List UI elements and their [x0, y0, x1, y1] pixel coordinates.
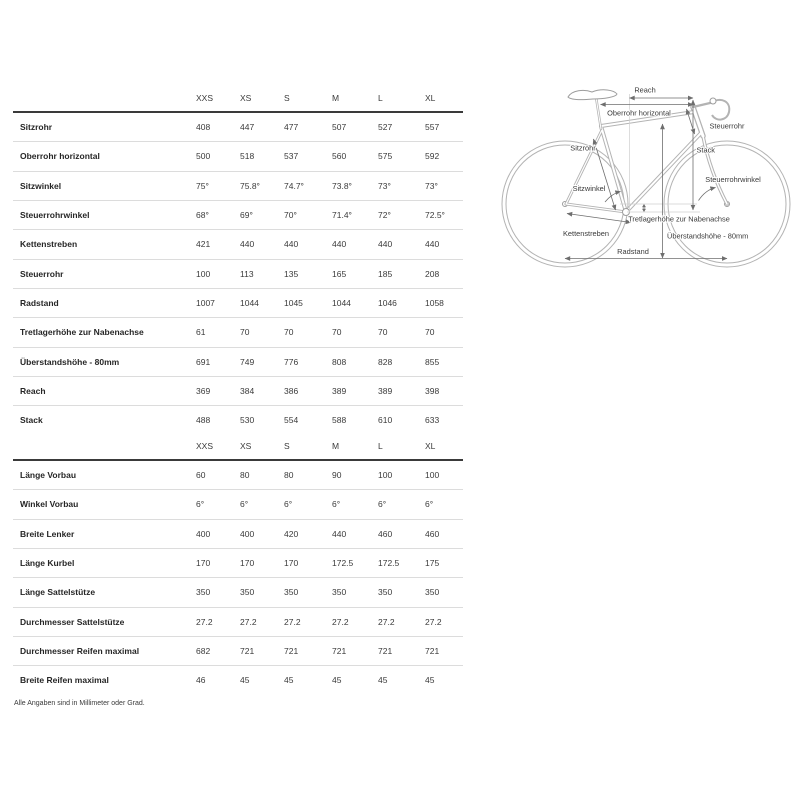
value-cell: 855 [425, 347, 463, 376]
size-header: M [332, 86, 378, 112]
row-label: Durchmesser Sattelstütze [13, 607, 196, 636]
size-header: XL [425, 434, 463, 460]
seattube-label: Sitzrohr [570, 143, 596, 153]
row-label: Länge Kurbel [13, 548, 196, 577]
row-label: Länge Sattelstütze [13, 578, 196, 607]
value-cell: 420 [284, 519, 332, 548]
value-cell: 721 [332, 636, 378, 665]
size-header: XXS [196, 434, 240, 460]
value-cell: 45 [284, 666, 332, 695]
row-label: Durchmesser Reifen maximal [13, 636, 196, 665]
head-angle-label: Steuerrohrwinkel [705, 175, 761, 184]
value-cell: 72° [378, 200, 425, 229]
value-cell: 682 [196, 636, 240, 665]
value-cell: 100 [425, 469, 440, 480]
row-label: Länge Vorbau [20, 469, 77, 480]
value-cell: 1044 [332, 288, 378, 317]
value-cell: 75° [196, 171, 240, 200]
value-cell: 398 [425, 376, 463, 405]
value-cell: 557 [425, 121, 440, 132]
value-cell: 27.2 [332, 607, 378, 636]
value-cell: 46 [196, 666, 240, 695]
value-cell: 80 [240, 469, 250, 480]
value-cell: 70° [284, 200, 332, 229]
stack-label: Stack [696, 145, 715, 155]
value-cell: 73° [378, 171, 425, 200]
value-cell: 554 [284, 406, 332, 435]
value-cell: 27.2 [378, 607, 425, 636]
toptube-label: Oberrohr horizontal [607, 108, 671, 118]
value-cell: 6° [332, 490, 378, 519]
value-cell: 610 [378, 406, 425, 435]
value-cell: 172.5 [332, 548, 378, 577]
value-cell: 421 [196, 230, 240, 259]
seattube-dimension [594, 139, 616, 210]
value-cell: 70 [332, 318, 378, 347]
diagram-labels [563, 86, 761, 257]
value-cell: 721 [240, 636, 284, 665]
value-cell: 369 [196, 376, 240, 405]
value-cell: 90 [332, 469, 342, 480]
value-cell: 776 [284, 347, 332, 376]
value-cell: 721 [425, 636, 463, 665]
value-cell: 440 [425, 230, 463, 259]
value-cell: 440 [240, 230, 284, 259]
row-label: Sitzwinkel [13, 171, 196, 200]
row-label: Kettenstreben [13, 230, 196, 259]
seatpost [596, 97, 601, 129]
value-cell: 61 [196, 318, 240, 347]
value-cell: 440 [378, 230, 425, 259]
reach-label: Reach [634, 85, 656, 95]
value-cell: 172.5 [378, 548, 425, 577]
headtube-label: Steuerrohr [709, 121, 745, 131]
row-label: Radstand [13, 288, 196, 317]
row-label: Stack [13, 406, 196, 435]
value-cell: 1007 [196, 288, 240, 317]
value-cell: 75.8° [240, 171, 284, 200]
value-cell: 808 [332, 347, 378, 376]
value-cell: 6° [284, 490, 332, 519]
value-cell: 70 [425, 318, 463, 347]
row-label: Oberrohr horizontal [13, 142, 196, 171]
row-label: Steuerrohr [13, 259, 196, 288]
chainstay-dimension [567, 214, 631, 223]
value-cell: 6° [240, 490, 284, 519]
size-header: XS [240, 434, 284, 460]
head-angle-arc [699, 188, 716, 201]
frame-tubes [566, 107, 727, 216]
value-cell: 537 [284, 142, 332, 171]
saddle [568, 90, 617, 100]
units-footnote: Alle Angaben sind in Millimeter oder Grad. [14, 700, 145, 707]
value-cell: 518 [240, 142, 284, 171]
value-cell: 350 [240, 578, 284, 607]
value-cell: 721 [378, 636, 425, 665]
value-cell: 70 [378, 318, 425, 347]
value-cell: 73.8° [332, 171, 378, 200]
value-cell: 440 [332, 519, 378, 548]
value-cell: 100 [196, 259, 240, 288]
value-cell: 408 [196, 121, 211, 132]
size-header: M [332, 434, 378, 460]
row-label: Reach [13, 376, 196, 405]
value-cell: 400 [240, 519, 284, 548]
value-cell: 73° [425, 171, 463, 200]
value-cell: 70 [240, 318, 284, 347]
value-cell: 71.4° [332, 200, 378, 229]
value-cell: 135 [284, 259, 332, 288]
value-cell: 560 [332, 142, 378, 171]
value-cell: 500 [196, 142, 240, 171]
value-cell: 575 [378, 142, 425, 171]
value-cell: 1044 [240, 288, 284, 317]
value-cell: 170 [284, 548, 332, 577]
wheelbase-label: Radstand [617, 247, 649, 256]
value-cell: 588 [332, 406, 378, 435]
value-cell: 45 [378, 666, 425, 695]
bb-drop-label: Tretlagerhöhe zur Nabenachse [628, 214, 730, 224]
value-cell: 1045 [284, 288, 332, 317]
value-cell: 45 [332, 666, 378, 695]
value-cell: 208 [425, 259, 463, 288]
value-cell: 721 [284, 636, 332, 665]
value-cell: 507 [332, 121, 347, 132]
value-cell: 691 [196, 347, 240, 376]
row-label: Sitzrohr [20, 121, 53, 132]
row-label: Tretlagerhöhe zur Nabenachse [13, 318, 196, 347]
value-cell: 175 [425, 548, 463, 577]
standover-label: Überstandshöhe - 80mm [667, 231, 749, 241]
value-cell: 100 [378, 469, 393, 480]
value-cell: 530 [240, 406, 284, 435]
size-header: S [284, 86, 332, 112]
value-cell: 27.2 [240, 607, 284, 636]
value-cell: 350 [425, 578, 463, 607]
value-cell: 27.2 [284, 607, 332, 636]
value-cell: 350 [284, 578, 332, 607]
value-cell: 633 [425, 406, 463, 435]
value-cell: 350 [332, 578, 378, 607]
row-label: Steuerrohrwinkel [13, 200, 196, 229]
value-cell: 170 [196, 548, 240, 577]
value-cell: 440 [284, 230, 332, 259]
size-header: L [378, 434, 425, 460]
value-cell: 389 [332, 376, 378, 405]
value-cell: 80 [284, 469, 294, 480]
value-cell: 350 [378, 578, 425, 607]
value-cell: 165 [332, 259, 378, 288]
value-cell: 384 [240, 376, 284, 405]
value-cell: 488 [196, 406, 240, 435]
row-label: Breite Lenker [13, 519, 196, 548]
value-cell: 592 [425, 142, 463, 171]
size-header: XS [240, 86, 284, 112]
value-cell: 170 [240, 548, 284, 577]
seat-angle-label: Sitzwinkel [572, 184, 606, 193]
value-cell: 400 [196, 519, 240, 548]
value-cell: 27.2 [425, 607, 463, 636]
value-cell: 72.5° [425, 200, 463, 229]
value-cell: 460 [425, 519, 463, 548]
row-label: Winkel Vorbau [13, 490, 196, 519]
size-header: XXS [196, 86, 240, 112]
chainstay-label: Kettenstreben [562, 229, 610, 238]
value-cell: 386 [284, 376, 332, 405]
value-cell: 45 [240, 666, 284, 695]
value-cell: 477 [284, 121, 299, 132]
value-cell: 70 [284, 318, 332, 347]
size-header: L [378, 86, 425, 112]
value-cell: 69° [240, 200, 284, 229]
size-header: S [284, 434, 332, 460]
value-cell: 6° [378, 490, 425, 519]
value-cell: 113 [240, 259, 284, 288]
value-cell: 60 [196, 469, 206, 480]
row-label: Überstandshöhe - 80mm [13, 347, 196, 376]
value-cell: 6° [196, 490, 240, 519]
value-cell: 389 [378, 376, 425, 405]
value-cell: 447 [240, 121, 255, 132]
value-cell: 6° [425, 490, 463, 519]
value-cell: 440 [332, 230, 378, 259]
value-cell: 45 [425, 666, 463, 695]
value-cell: 185 [378, 259, 425, 288]
value-cell: 527 [378, 121, 393, 132]
size-header: XL [425, 86, 463, 112]
value-cell: 68° [196, 200, 240, 229]
value-cell: 74.7° [284, 171, 332, 200]
value-cell: 460 [378, 519, 425, 548]
value-cell: 749 [240, 347, 284, 376]
value-cell: 1046 [378, 288, 425, 317]
value-cell: 1058 [425, 288, 463, 317]
value-cell: 828 [378, 347, 425, 376]
value-cell: 350 [196, 578, 240, 607]
value-cell: 27.2 [196, 607, 240, 636]
row-label: Breite Reifen maximal [13, 666, 196, 695]
